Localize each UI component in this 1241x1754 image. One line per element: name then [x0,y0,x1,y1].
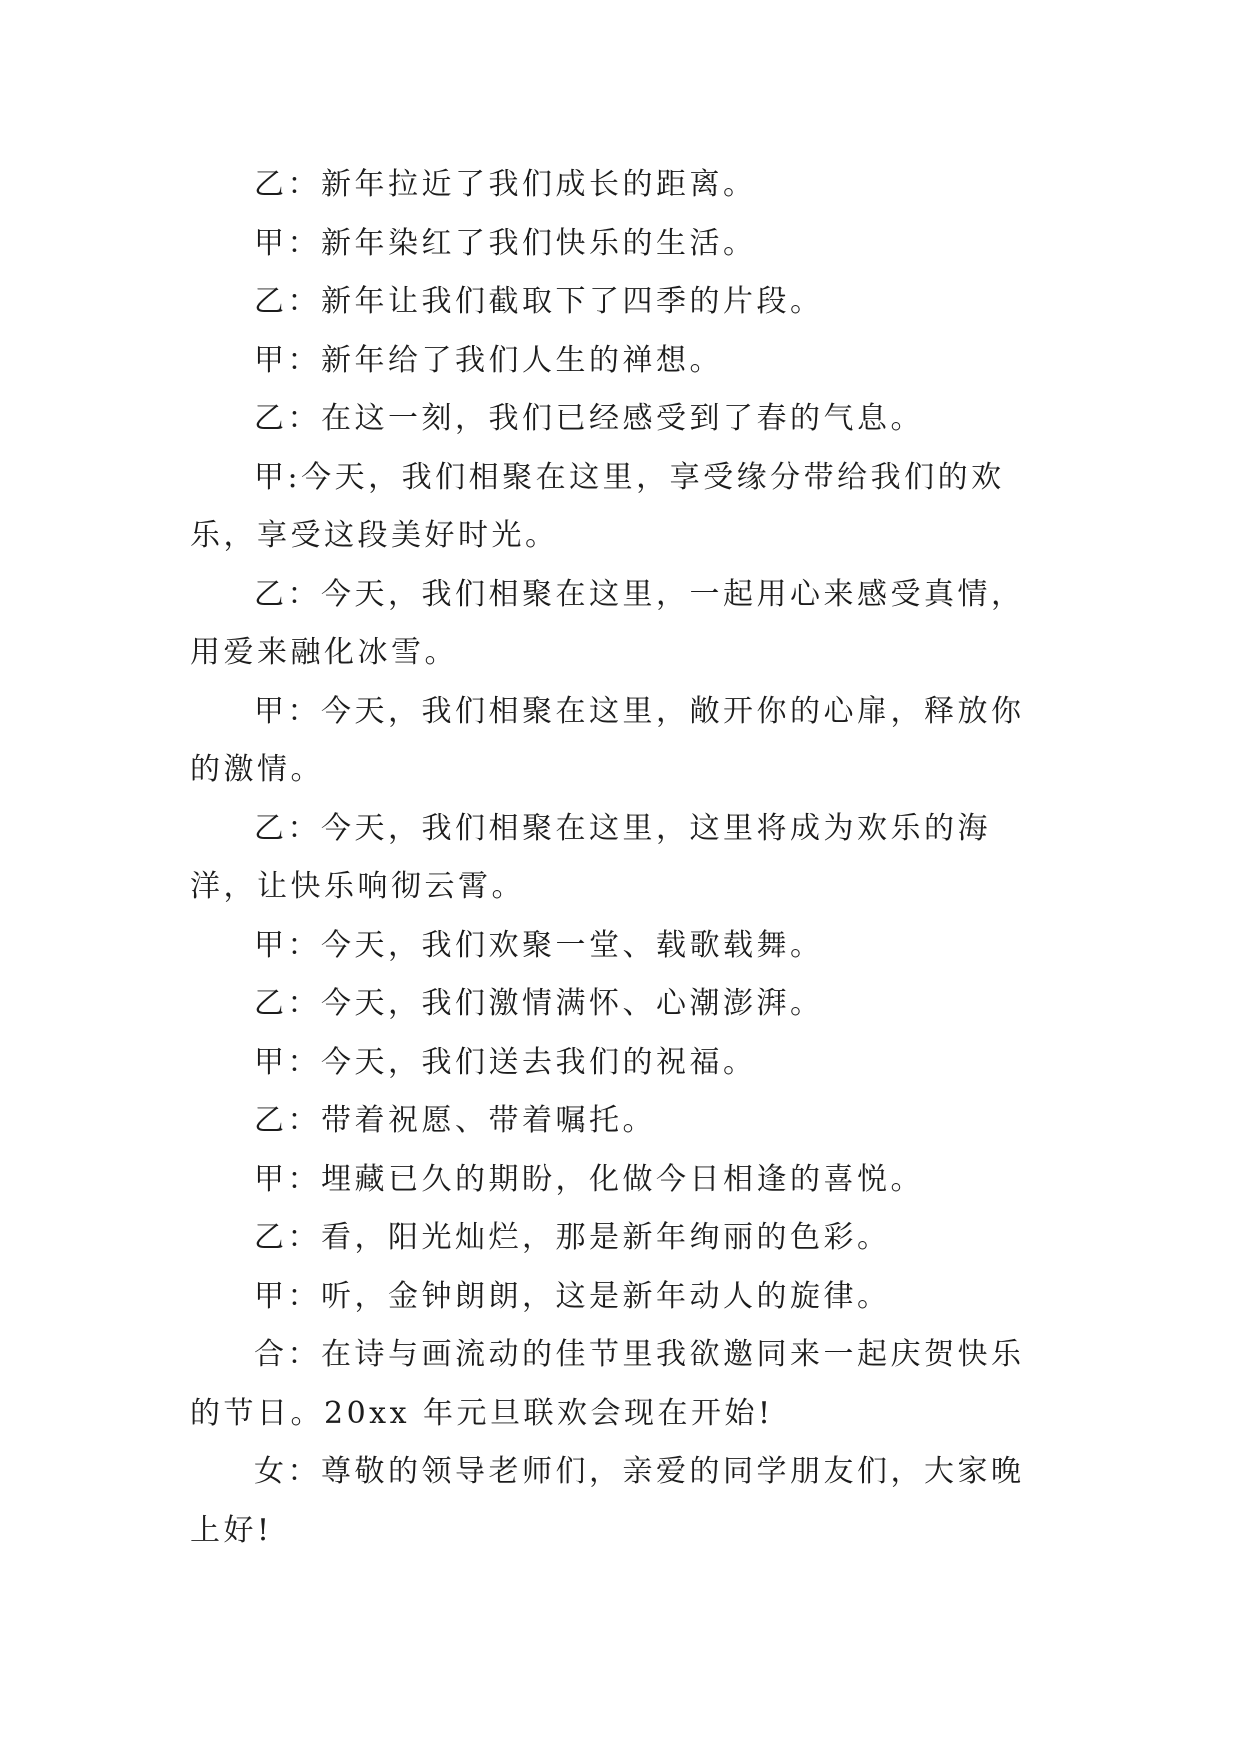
document-body [190,156,1050,1560]
paragraph: 甲：新年染红了我们快乐的生活。 [254,225,757,261]
paragraph: 女：尊敬的领导老师们，亲爱的同学朋友们，大家晚上好! [190,1454,1025,1548]
paragraph: 甲：新年给了我们人生的禅想。 [254,342,723,378]
paragraph: 甲：埋藏已久的期盼，化做今日相逢的喜悦。 [254,1161,924,1197]
paragraph: 甲：今天，我们欢聚一堂、载歌载舞。 [254,927,824,963]
paragraph: 甲:今天，我们相聚在这里，享受缘分带给我们的欢乐，享受这段美好时光。 [190,459,1005,553]
paragraph: 甲：今天，我们送去我们的祝福。 [254,1044,757,1080]
paragraph: 乙：看，阳光灿烂，那是新年绚丽的色彩。 [254,1220,891,1255]
paragraph: 乙：今天，我们激情满怀、心潮澎湃。 [254,986,824,1021]
paragraph: 乙：在这一刻，我们已经感受到了春的气息。 [254,401,924,436]
paragraph: 乙：新年拉近了我们成长的距离。 [254,167,757,202]
paragraph: 乙：带着祝愿、带着嘱托。 [254,1103,656,1138]
paragraph: 乙：今天，我们相聚在这里，这里将成为欢乐的海洋，让快乐响彻云霄。 [190,810,991,904]
paragraph: 乙：新年让我们截取下了四季的片段。 [254,284,824,319]
paragraph: 甲：今天，我们相聚在这里，敞开你的心扉，释放你的激情。 [190,693,1025,787]
paragraph: 甲：听，金钟朗朗，这是新年动人的旋律。 [254,1278,891,1314]
paragraph: 合：在诗与画流动的佳节里我欲邀同来一起庆贺快乐的节日。20xx 年元旦联欢会现在开始! [190,1337,1025,1431]
paragraph: 乙：今天，我们相聚在这里，一起用心来感受真情，用爱来融化冰雪。 [190,576,1025,670]
